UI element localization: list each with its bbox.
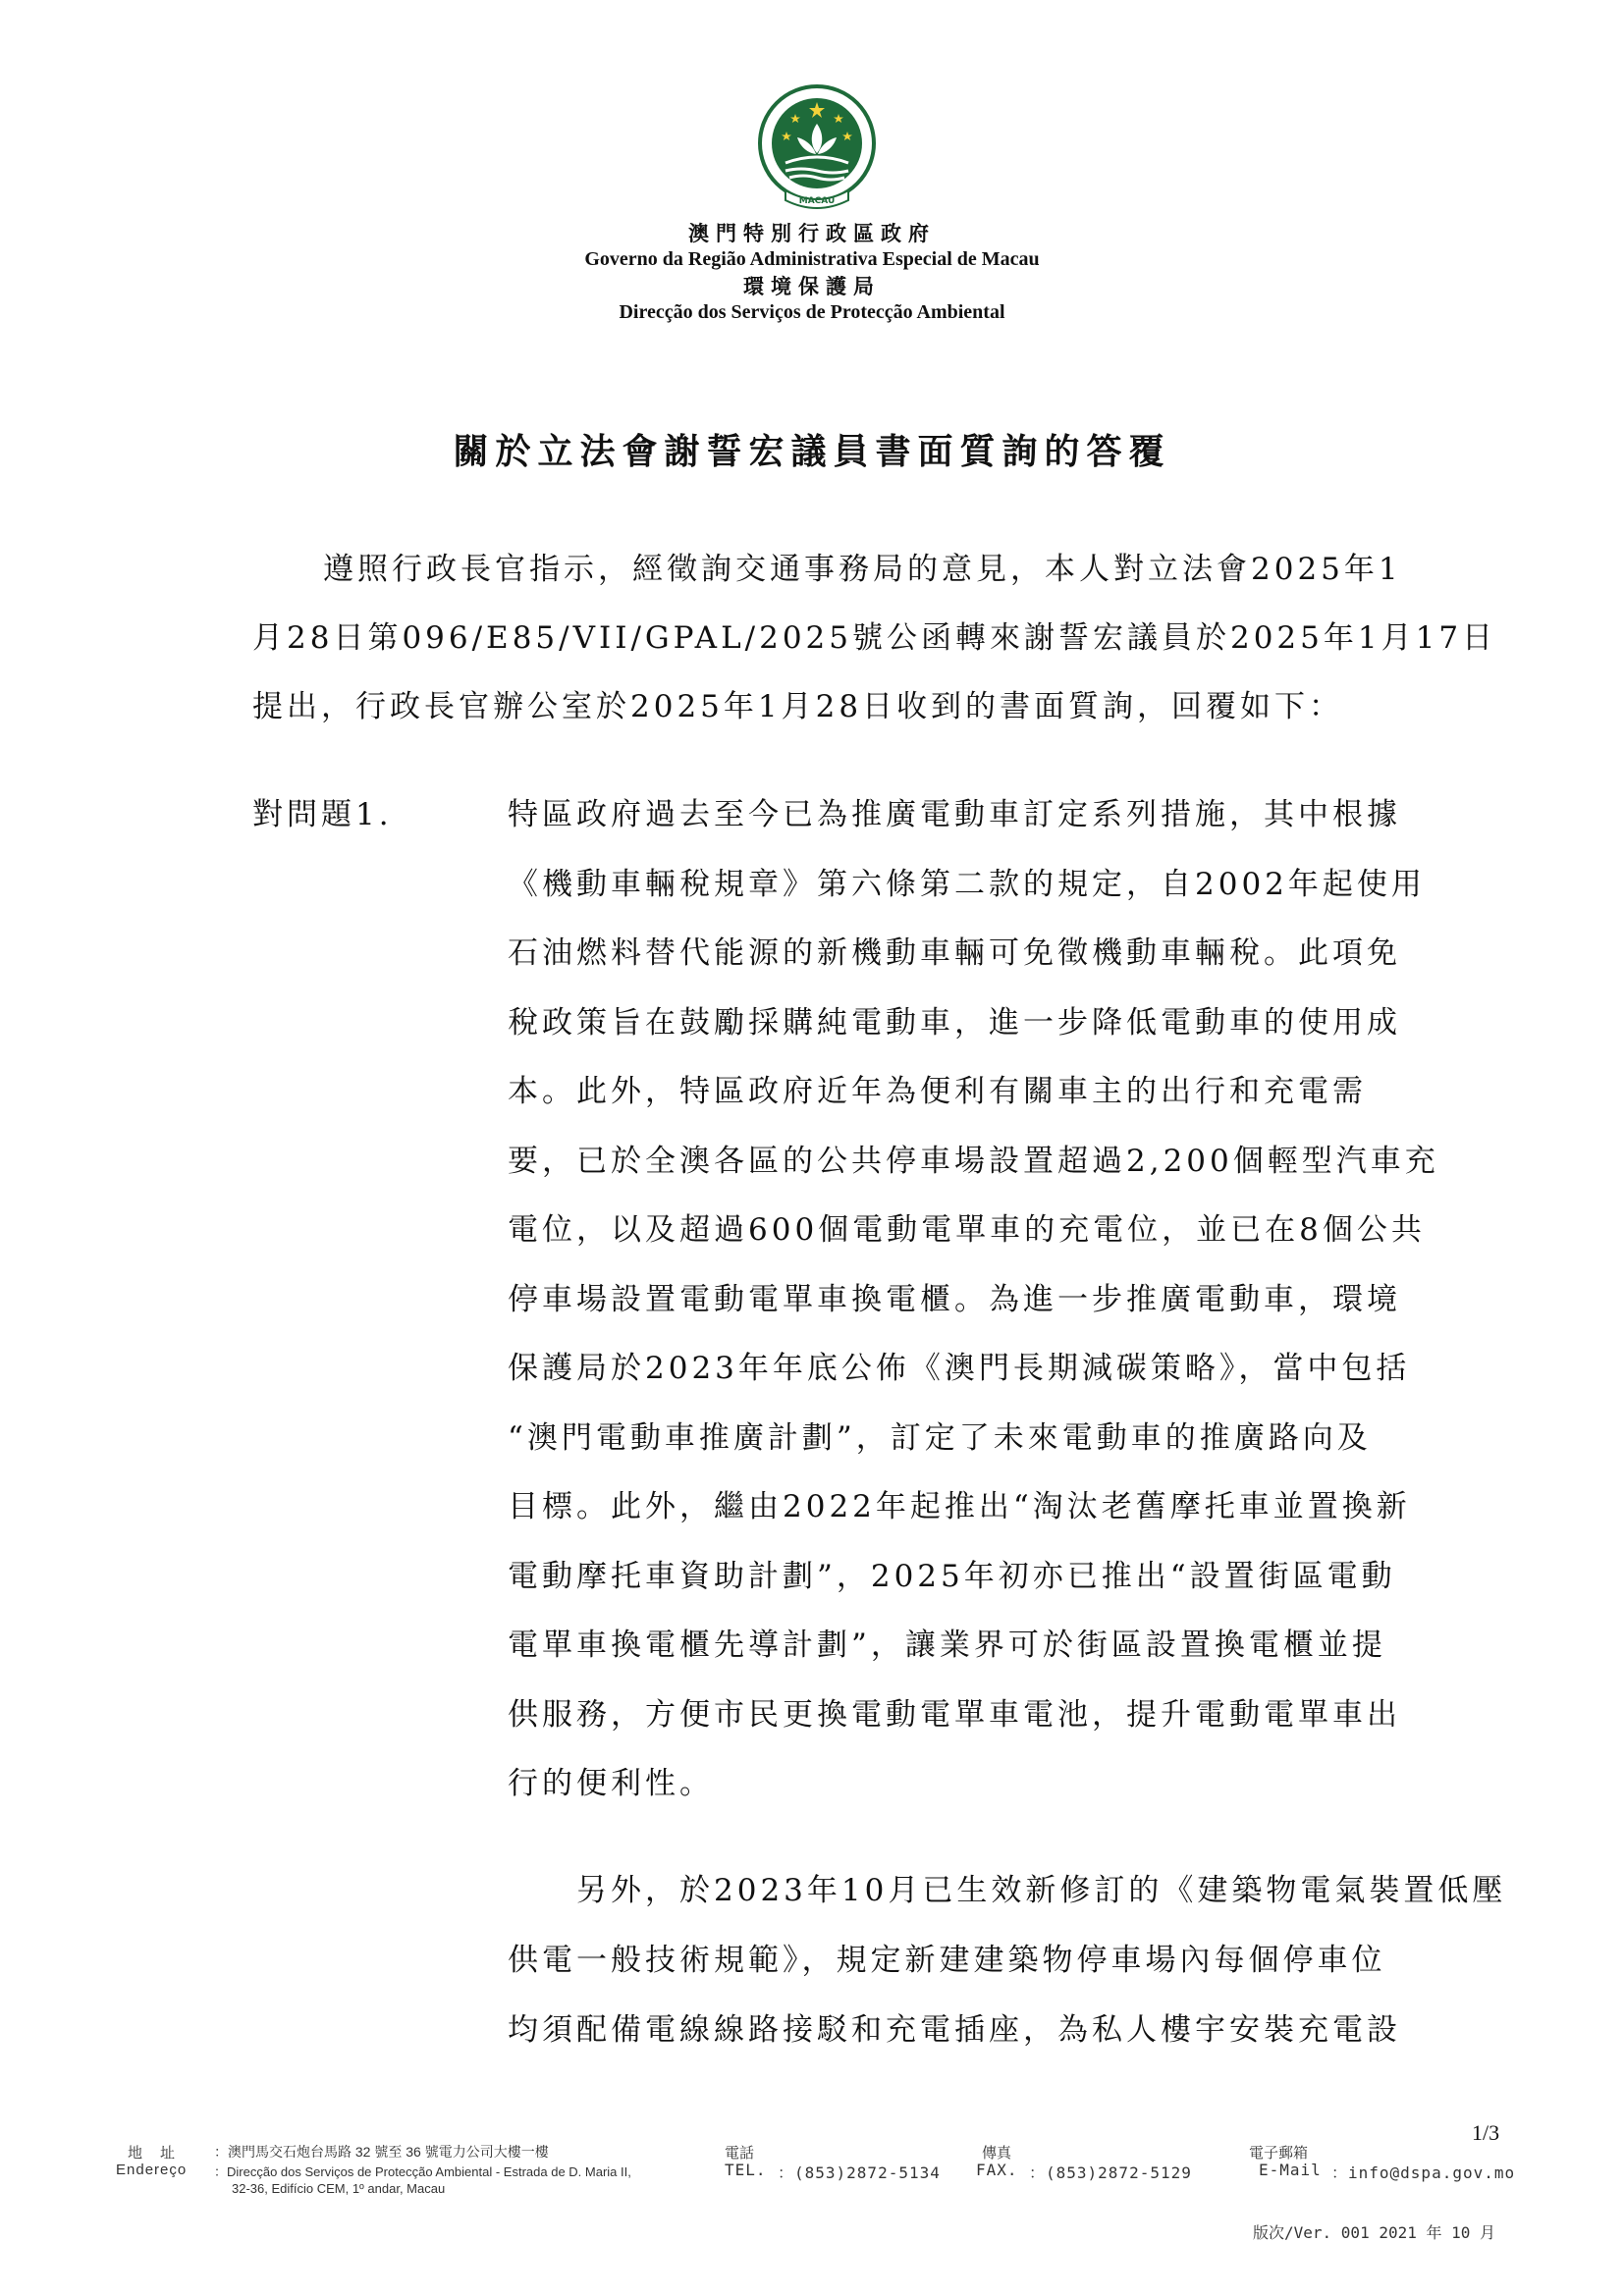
department-name-pt: Direcção dos Serviços de Protecção Ambiental	[619, 301, 1005, 323]
answer-line: 供服務，方便市民更換電動電單車電池，提升電動電單車出	[508, 1696, 1401, 1733]
government-name-zh: 澳門特別行政區政府	[688, 221, 936, 245]
document-title: 關於立法會謝誓宏議員書面質詢的答覆	[453, 431, 1171, 472]
answer-line: 電動摩托車資助計劃”，2025年初亦已推出“設置街區電動	[508, 1558, 1396, 1594]
fax-label-zh: 傳真	[982, 2145, 1012, 2162]
fax-label: FAX.	[976, 2161, 1018, 2179]
email-label-zh: 電子郵箱	[1249, 2145, 1309, 2162]
answer-line: 要，已於全澳各區的公共停車場設置超過2,200個輕型汽車充	[508, 1143, 1439, 1179]
answer-line: 電單車換電櫃先導計劃”，讓業界可於街區設置換電櫃並提	[508, 1628, 1386, 1663]
tel-label: TEL.	[725, 2161, 767, 2179]
address-zh: ：澳門馬交石炮台馬路 32 號至 36 號電力公司大樓一樓	[214, 2144, 549, 2160]
answer-paragraph-2	[508, 1856, 1519, 2065]
tel-label-zh: 電話	[725, 2145, 755, 2162]
answer-line: 行的便利性。	[508, 1766, 714, 1801]
intro-line: 提出，行政長官辦公室於2025年1月28日收到的書面質詢，回覆如下：	[252, 689, 1344, 724]
address-label-pt: Endereço	[116, 2162, 188, 2178]
answer-line: 目標。此外，繼由2022年起推出“淘汰老舊摩托車並置換新	[508, 1489, 1411, 1524]
intro-line: 遵照行政長官指示，經徵詢交通事務局的意見，本人對立法會2025年1	[323, 552, 1402, 587]
address-pt-line-2: 32-36, Edifício CEM, 1º andar, Macau	[232, 2181, 446, 2196]
answer-line: 供電一般技術規範》，規定新建建築物停車場內每個停車位	[508, 1943, 1386, 1978]
svg-text:MACAU: MACAU	[798, 196, 836, 206]
answer-line: 稅政策旨在鼓勵採購純電動車，進一步降低電動車的使用成	[508, 1004, 1401, 1041]
answer-line: “澳門電動車推廣計劃”，訂定了未來電動車的推廣路向及	[508, 1419, 1372, 1456]
answer-paragraph-1	[508, 780, 1519, 1819]
answer-line: 均須配備電線線路接駁和充電插座，為私人樓宇安裝充電設	[508, 2012, 1401, 2048]
letterhead	[0, 220, 1624, 326]
tel-value: ：(853)2872-5134	[778, 2163, 941, 2182]
intro-paragraph	[252, 535, 1519, 741]
answer-line: 《機動車輛稅規章》第六條第二款的規定，自2002年起使用	[508, 866, 1426, 902]
question-label: 對問題1.	[252, 797, 393, 832]
answer-line: 石油燃料替代能源的新機動車輛可免徵機動車輛稅。此項免	[508, 935, 1401, 971]
macau-emblem-logo	[756, 80, 878, 216]
government-name-pt: Governo da Região Administrativa Especial de Macau	[584, 248, 1040, 270]
intro-line: 月28日第096/E85/VII/GPAL/2025號公函轉來謝誓宏議員於2025年1月17日	[252, 620, 1497, 656]
answer-line: 本。此外，特區政府近年為便利有關車主的出行和充電需	[508, 1074, 1367, 1109]
answer-line: 特區政府過去至今已為推廣電動車訂定系列措施，其中根據	[508, 797, 1401, 832]
fax-value: ：(853)2872-5129	[1029, 2163, 1192, 2182]
answer-line: 保護局於2023年年底公佈《澳門長期減碳策略》，當中包括	[508, 1351, 1411, 1386]
answer-line: 另外，於2023年10月已生效新修訂的《建築物電氣裝置低壓	[576, 1873, 1507, 1908]
address-label-zh: 地址	[128, 2145, 193, 2162]
email-label: E-Mail	[1259, 2161, 1322, 2179]
address-pt-line-1: ：Direcção dos Serviços de Protecção Ambiental - Estrada de D. Maria II,	[214, 2164, 631, 2179]
version-info: 版次/Ver. 001 2021 年 10 月	[1253, 2223, 1496, 2242]
email-value: ：info@dspa.gov.mo	[1331, 2163, 1516, 2182]
department-name-zh: 環境保護局	[743, 274, 881, 298]
answer-line: 電位，以及超過600個電動電單車的充電位，並已在8個公共	[508, 1212, 1426, 1248]
answer-line: 停車場設置電動電單車換電櫃。為進一步推廣電動車，環境	[508, 1281, 1401, 1317]
page-number: 1/3	[1472, 2120, 1500, 2145]
